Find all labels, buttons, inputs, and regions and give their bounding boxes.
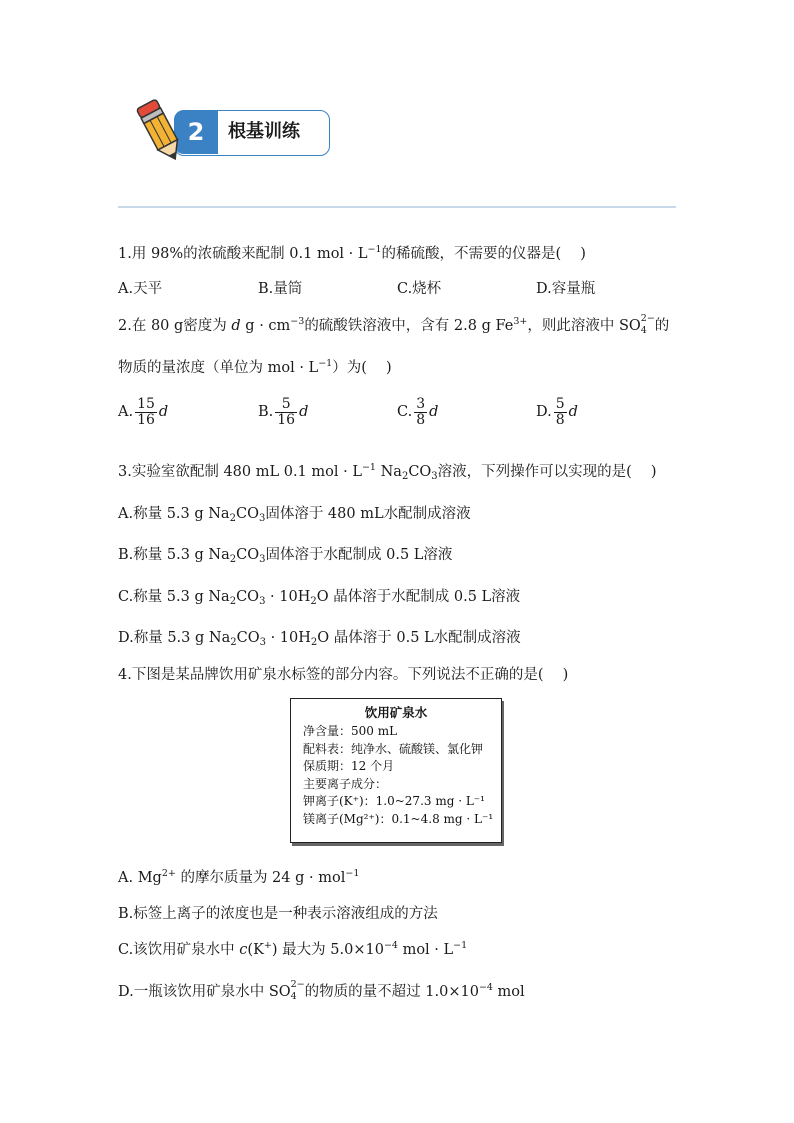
question-4-option-d: D.一瓶该饮用矿泉水中 SO 2− 4 的物质的量不超过 $1.0\times 10^{-4}$ mol [118,979,525,1002]
question-1-option-c: C.烧杯 [397,281,442,297]
question-3-stem: 3.实验室欲配制 480 mL 0.1 mol · $L^{-1}$ $Na_2CO_3$溶液，下列操作可以实现的是( ) [118,462,657,482]
question-2-option-b: B. $\frac{5}{16}$ d [258,396,309,428]
question-4-stem: 4.下图是某品牌饮用矿泉水标签的部分内容。下列说法不正确的是( ) [118,667,569,683]
question-2-option-d: D. $\frac{5}{8}$ d [536,396,578,428]
section-number: 2 [174,110,218,154]
mineral-water-label-figure [290,698,502,843]
section-badge [132,98,332,168]
label-line: 净含量：500 mL [303,724,398,738]
question-4-option-a: A. $Mg^{2+}$ 的摩尔质量为 24 g · mol$^{-1}$ [118,868,360,886]
question-2-stem-line2: 物质的量浓度（单位为 mol · $L^{-1}$）为( ) [118,358,392,376]
question-1-option-d: D.容量瓶 [536,281,596,297]
label-line: 钾离子(K⁺)：1.0~27.3 mg · L⁻¹ [303,794,485,808]
question-4-option-b: B.标签上离子的浓度也是一种表示溶液组成的方法 [118,906,438,922]
question-1-stem: 1.用 98%的浓硫酸来配制 0.1 mol · $L^{-1}$的稀硫酸，不需要的仪器是( ) [118,244,586,262]
question-3-option-a: A.称量 5.3 g $Na_2CO_3$固体溶于 480 mL水配制成溶液 [118,506,471,524]
question-3-option-d: D.称量 5.3 g $Na_2CO_3 \cdot 10H_2O$ 晶体溶于 0.5 L水配制成溶液 [118,630,521,648]
label-line: 配料表：纯净水、硫酸镁、氯化钾 [303,741,484,756]
question-1-option-a: A.天平 [118,281,163,297]
question-2-option-c: C. $\frac{3}{8}$ d [397,396,439,428]
section-divider [118,206,676,208]
label-line: 镁离子(Mg²⁺)：0.1~4.8 mg · L⁻¹ [303,811,494,826]
label-line: 主要离子成分： [303,776,388,791]
question-1-option-b: B.量筒 [258,281,303,297]
section-title: 根基训练 [228,121,300,142]
question-2-stem-line1: 2.在 80 g密度为 d $g \cdot cm^{-3}$的硫酸铁溶液中，含有 2.8 g $Fe^{3+}$，则此溶液中 SO 2− 4 的 [118,313,670,336]
question-3-option-b: B.称量 5.3 g $Na_2CO_3$固体溶于水配制成 0.5 L溶液 [118,547,453,565]
label-title: 饮用矿泉水 [364,705,428,720]
pencil-icon [132,98,192,166]
label-line: 保质期：12 个月 [303,759,395,773]
question-2-option-a: A. $\frac{15}{16}$ d [118,396,169,428]
question-4-option-c: C.该饮用矿泉水中 c(K+) 最大为 $5.0\times 10^{-4}$ mol · $L^{-1}$ [118,940,468,958]
question-3-option-c: C.称量 5.3 g $Na_2CO_3 \cdot 10H_2O$ 晶体溶于水配制成 0.5 L溶液 [118,589,521,607]
